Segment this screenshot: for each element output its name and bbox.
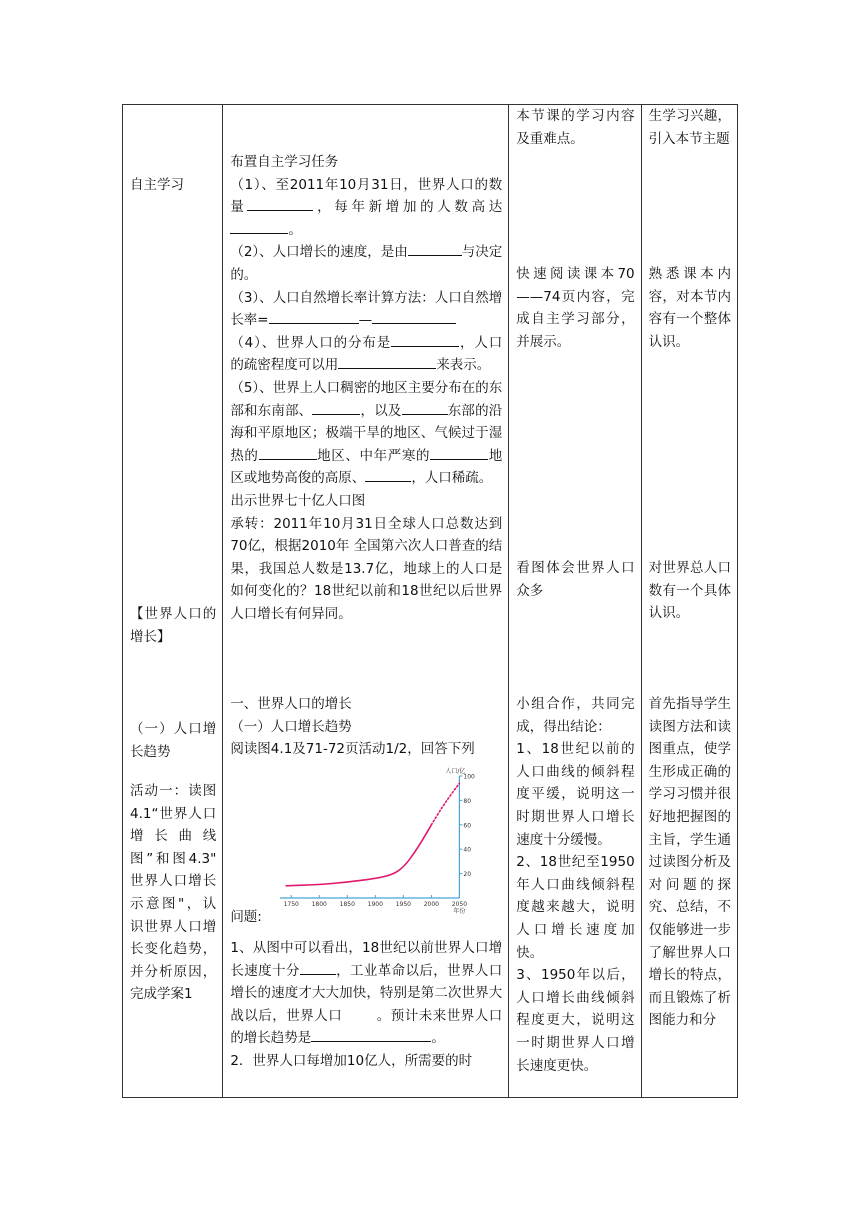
x-tick-label: 1850	[339, 901, 355, 908]
student-text-4: 小组合作，共同完成，得出结论：	[516, 696, 635, 735]
table-row	[123, 105, 738, 1098]
reading-instruction: 阅读图4.1及71-72页活动1/2，回答下列	[230, 741, 475, 758]
heading-growth: 一、世界人口的增长	[230, 696, 352, 712]
population-growth-chart	[280, 764, 490, 914]
population-series-line-historical	[286, 825, 432, 886]
student-text-7: 3、1950年以后，人口增长曲线倾斜程度更大，说明这一时期世界人口增长速度更快。	[516, 967, 635, 1074]
intent-text-2: 熟悉课本内容，对本节内容有一个整体认识。	[648, 266, 731, 350]
column-activity	[123, 105, 223, 1098]
task-title: 布置自主学习任务	[230, 154, 339, 170]
intent-text-4: 首先指导学生读图方法和读图重点，使学生形成正确的学习习惯并很好地把握图的主旨，学生通过读图分析及对问题的探究、总结，不仅能够进一步了解世界人口增长的特点，而且锻炼了析图能力和分	[648, 696, 731, 1029]
question-2: （2）、人口增长的速度，是由 与决定的。	[230, 241, 502, 286]
population-series-line-projected	[431, 783, 459, 824]
x-tick-label: 2000	[423, 901, 440, 908]
self-study-label: 自主学习	[130, 177, 184, 193]
column-student	[509, 105, 641, 1098]
x-tick-label: 1950	[395, 901, 411, 908]
lesson-plan-table	[122, 104, 738, 1098]
activity-description: 活动一：读图4.1“世界人口增长曲线图”和图4.3" 世界人口增长示意图"，认识世界人口增长变化趋势，并分析原因，完成学案1	[130, 783, 217, 1003]
problem-2: 2．世界人口每增加10亿人，所需要的时	[230, 1052, 473, 1069]
subsection-title: （一）人口增长趋势	[130, 721, 217, 760]
y-tick-label: 20	[463, 871, 472, 879]
question-label: 问题:	[230, 909, 262, 925]
heading-trend: （一）人口增长趋势	[230, 718, 352, 735]
question-3: （3）、人口自然增长率计算方法：人口自然增长率= —	[230, 289, 503, 329]
show-map-line: 出示世界七十亿人口图	[230, 492, 366, 509]
x-tick-label: 1750	[283, 901, 299, 908]
student-text-6: 2、18世纪至1950年人口曲线倾斜程度越来越大，说明人口增长速度加快。	[516, 854, 635, 961]
x-tick-label: 2050	[451, 901, 468, 908]
intent-text-3: 对世界总人口数有一个具体认识。	[648, 560, 731, 622]
y-tick-label: 60	[463, 822, 472, 830]
student-text-3: 看图体会世界人口众多	[516, 560, 635, 599]
column-intent	[641, 105, 737, 1098]
intent-text-1: 生学习兴趣，引入本节主题	[648, 108, 731, 147]
question-4: （4）、世界人口的分布是 ，人口的疏密程度可以用 来表示。	[230, 332, 502, 377]
section-title: 【世界人口的增长】	[130, 606, 217, 645]
x-tick-label: 1900	[367, 901, 383, 908]
x-tick-label: 1800	[311, 901, 327, 908]
student-text-1: 本节课的学习内容及重难点。	[516, 108, 635, 147]
y-tick-label: 40	[463, 846, 472, 854]
y-axis-label: 人口/亿	[445, 768, 466, 775]
student-text-2: 快速阅读课本70——74页内容，完成自主学习部分，并展示。	[516, 266, 635, 350]
question-5: （5）、世界上人口稠密的地区主要分布在的东部和东南部、 ，以及 东部的沿海和平原地区；极端干旱的地区、气候过于湿热的 地区、中年严寒的 地区或地势高俊的高原、 ，人口稀疏。	[230, 379, 503, 487]
column-teacher	[223, 105, 509, 1098]
y-tick-label: 100	[463, 773, 475, 781]
student-text-5: 1、18世纪以前的人口曲线的倾斜程度平缓，说明这一时期世界人口增长速度十分缓慢。	[516, 741, 635, 848]
transition-text: 承转：2011年10月31日全球人口总数达到70亿，根据2010年 全国第六次人口普查的结果，我国总人数是13.7亿，地球上的人口是如何变化的？18世纪以前和18世纪以后世界人口增长有何异同。	[230, 515, 503, 622]
problem-1: 1、从图中可以看出，18世纪以前世界人口增长速度十分 ，工业革命以后，世界人口增长的速度才大大加快，特别是第二次世界大战以后，世界人口 。预计未来世界人口的增长趋势是 。	[230, 940, 503, 1047]
x-axis-label: 年份	[453, 908, 466, 914]
y-tick-label: 80	[463, 797, 472, 805]
question-1: （1）、至2011年10月31日，世界人口的数量 ，每年新增加的人数高达。	[230, 176, 503, 238]
